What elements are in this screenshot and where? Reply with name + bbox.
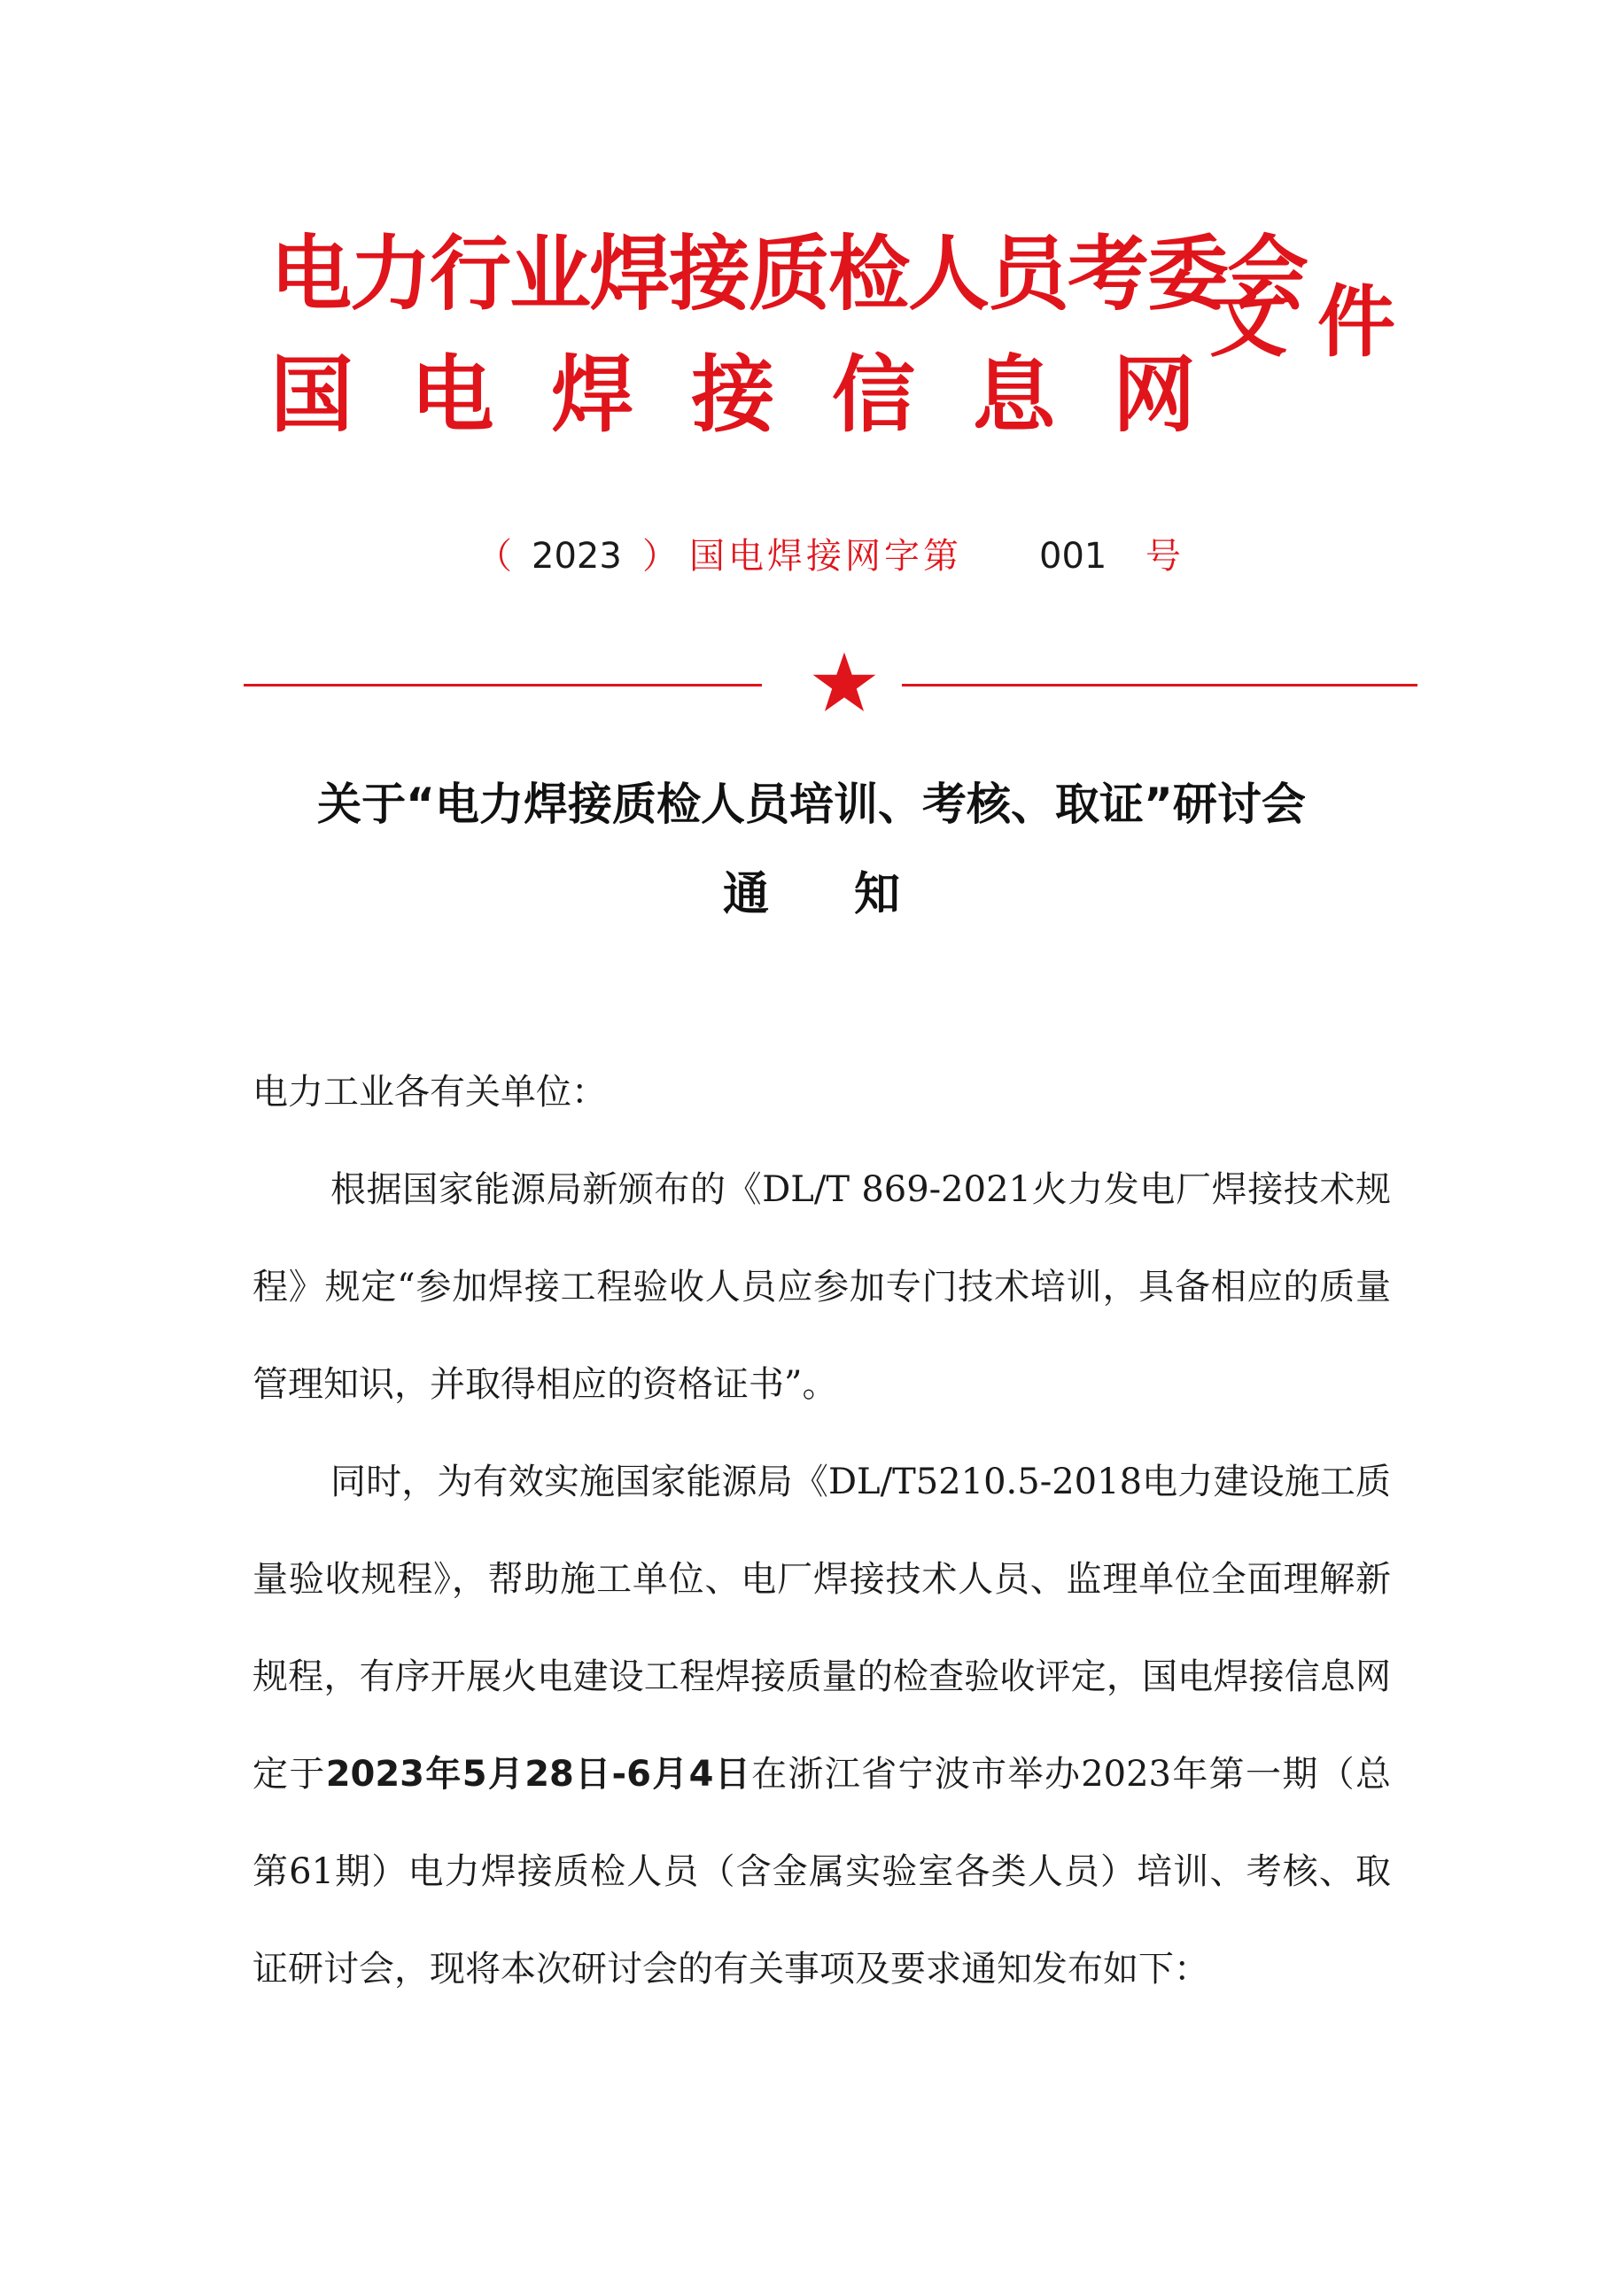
issuer-name-char: 国 bbox=[270, 347, 354, 444]
notice-body bbox=[252, 1043, 1391, 2018]
separator-line-right bbox=[902, 684, 1417, 686]
separator-line-left bbox=[244, 684, 762, 686]
paragraph-2 bbox=[252, 1433, 1391, 2018]
issuer-name-char: 信 bbox=[831, 347, 915, 444]
star-icon bbox=[810, 650, 879, 719]
doc-number-close-paren: ） bbox=[642, 536, 678, 577]
event-dates: 2023年5月28日-6月4日 bbox=[325, 1754, 752, 1795]
notice-subtitle: 通知 bbox=[722, 868, 985, 921]
issuer-name-char: 接 bbox=[691, 347, 775, 444]
doc-number-year: 2023 bbox=[532, 536, 622, 577]
doc-number-suffix: 号 bbox=[1145, 536, 1181, 577]
issuer-name-char: 网 bbox=[1112, 347, 1196, 444]
issuer-name-line-1: 电力行业焊接质检人员考委会 bbox=[270, 227, 1308, 322]
issuer-name-char: 息 bbox=[972, 347, 1056, 444]
issuer-name-char: 电 bbox=[410, 347, 494, 444]
document-number bbox=[0, 530, 1623, 583]
paragraph-2-text-b: 在浙江省宁波市举办2023年第一期（总第61期）电力焊接质检人员（含金属实验室各类人员）培训、考核、取证研讨会，现将本次研讨会的有关事项及要求通知发布如下： bbox=[252, 1754, 1392, 1990]
document-type-label: 文件 bbox=[1209, 275, 1426, 368]
doc-number-open-paren: （ bbox=[477, 536, 512, 577]
paragraph-2-text-a: 同时，为有效实施国家能源局《DL/T5210.5-2018电力建设施工质量验收规程》，帮助施工单位、电厂焊接技术人员、监理单位全面理解新规程，有序开展火电建设工程焊接质量的检查验收评定，国电焊接信息网定于 bbox=[252, 1462, 1391, 1795]
issuer-name-char: 焊 bbox=[550, 347, 634, 444]
salutation: 电力工业各有关单位： bbox=[252, 1072, 607, 1113]
doc-number-serial: 001 bbox=[1039, 536, 1107, 577]
paragraph-1: 根据国家能源局新颁布的《DL/T 869-2021火力发电厂焊接技术规程》规定“参加焊接工程验收人员应参加专门技术培训，具备相应的质量管理知识，并取得相应的资格证书”。 bbox=[252, 1169, 1391, 1405]
doc-number-prefix: 国电焊接网字第 bbox=[689, 536, 962, 577]
notice-title: 关于“电力焊接质检人员培训、考核、取证”研讨会 bbox=[317, 779, 1306, 830]
issuer-name-line-2 bbox=[270, 347, 1196, 445]
